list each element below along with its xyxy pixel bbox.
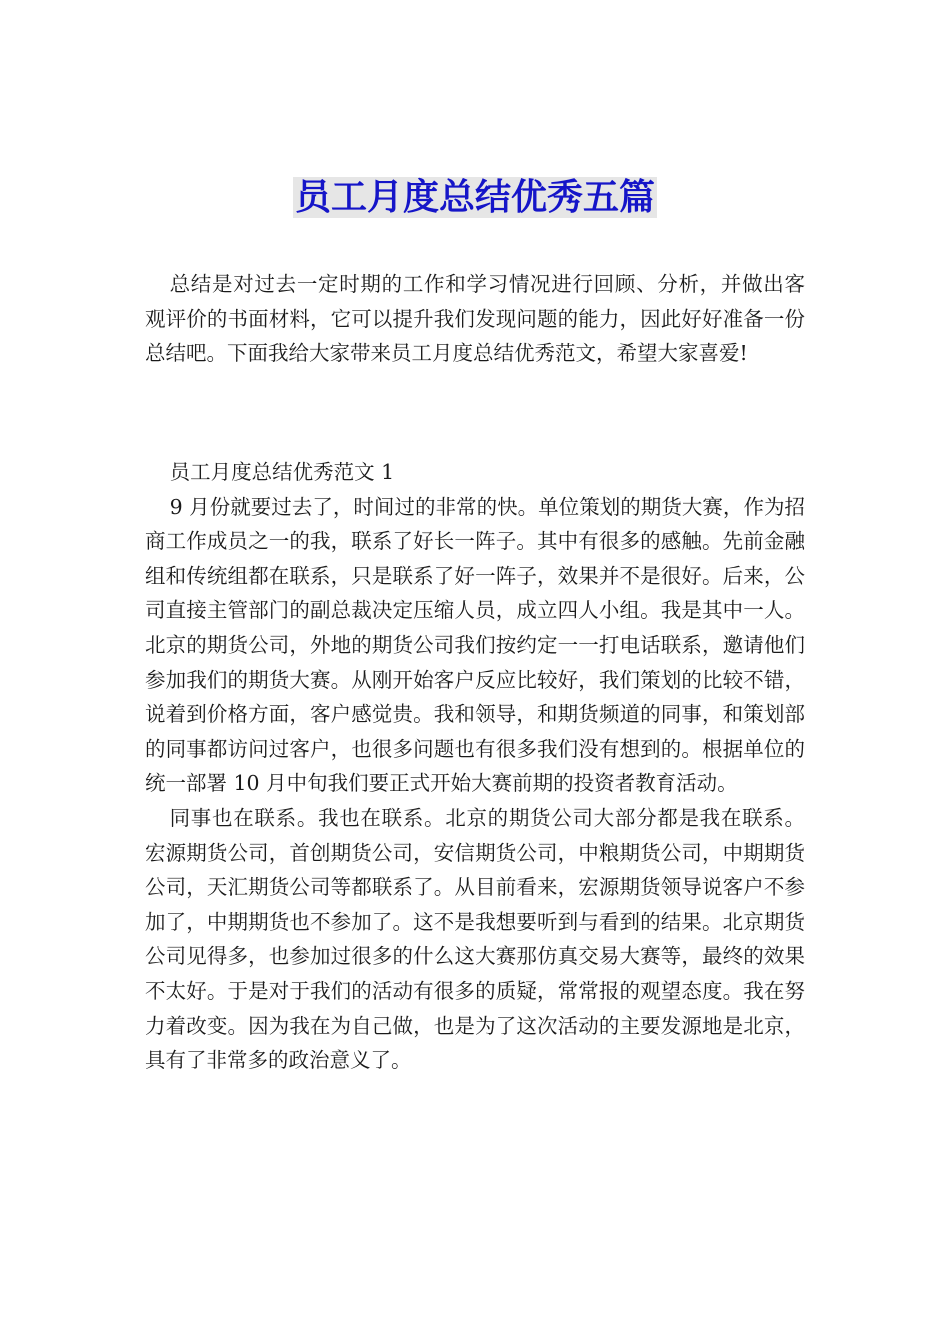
- section-heading: 员工月度总结优秀范文 1: [169, 460, 395, 484]
- intro-paragraph: 总结是对过去一定时期的工作和学习情况进行回顾、分析，并做出客观评价的书面材料，它可以提升我们发现问题的能力，因此好好准备一份总结吧。下面我给大家带来员工月度总结优秀范文，希望大家喜爱!: [145, 272, 805, 366]
- body-paragraph-2: 同事也在联系。我也在联系。北京的期货公司大部分都是我在联系。宏源期货公司，首创期货公司，安信期货公司，中粮期货公司，中期期货公司，天汇期货公司等都联系了。从目前看来，宏源期货领导说客户不参加了，中期期货也不参加了。这不是我想要听到与看到的结果。北京期货公司见得多，也参加过很多的什么这大赛那仿真交易大赛等，最终的效果不太好。于是对于我们的活动有很多的质疑，常常报的观望态度。我在努力着改变。因为我在为自己做，也是为了这次活动的主要发源地是北京，具有了非常多的政治意义了。: [145, 805, 805, 1073]
- intro-block: [145, 267, 805, 371]
- section-block: [145, 455, 805, 1078]
- document-title-text: 员工月度总结优秀五篇: [294, 177, 655, 218]
- body-paragraph-1: 9 月份就要过去了，时间过的非常的快。单位策划的期货大赛，作为招商工作成员之一的我，联系了好长一阵子。其中有很多的感触。先前金融组和传统组都在联系，只是联系了好一阵子，效果并不是很好。后来，公司直接主管部门的副总裁决定压缩人员，成立四人小组。我是其中一人。北京的期货公司，外地的期货公司我们按约定一一打电话联系，邀请他们参加我们的期货大赛。从刚开始客户反应比较好，我们策划的比较不错，说着到价格方面，客户感觉贵。我和领导，和期货频道的同事，和策划部的同事都访问过客户，也很多问题也有很多我们没有想到的。根据单位的统一部署 10 月中旬我们要正式开始大赛前期的投资者教育活动。: [145, 494, 805, 796]
- document-title: [0, 170, 950, 226]
